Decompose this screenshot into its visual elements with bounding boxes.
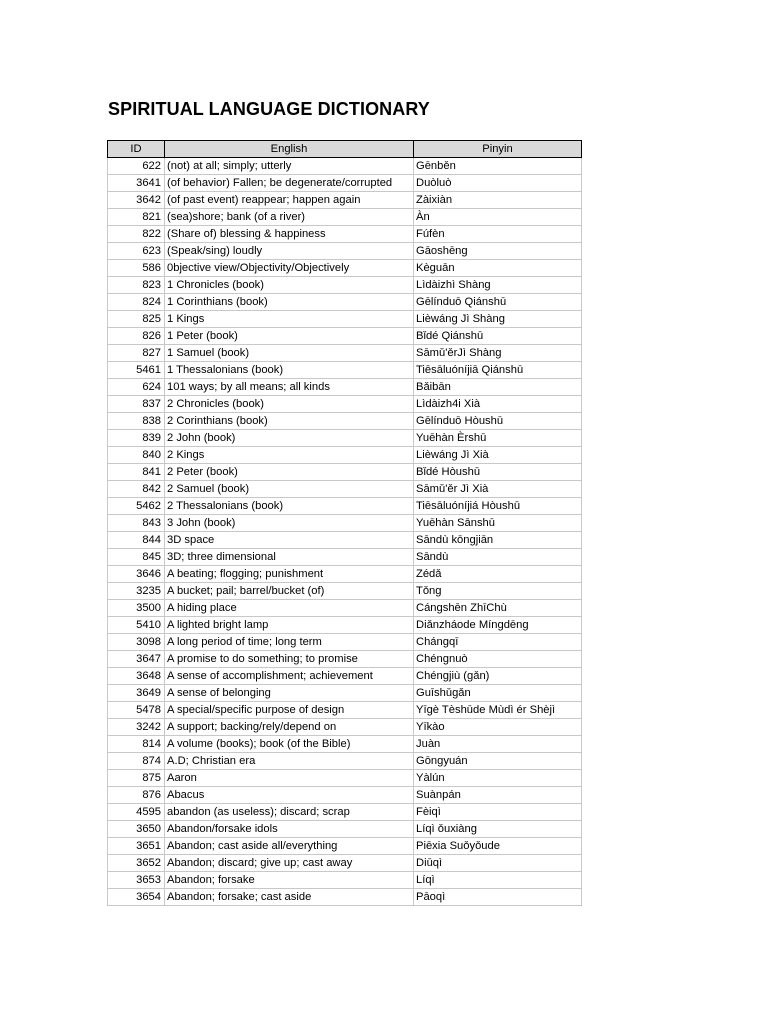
id-cell: 586 (108, 260, 165, 277)
english-cell: 1 Corinthians (book) (165, 294, 414, 311)
english-cell: Abandon; discard; give up; cast away (165, 855, 414, 872)
id-cell: 5462 (108, 498, 165, 515)
pinyin-cell: Tǒng (414, 583, 582, 600)
table-row (108, 379, 582, 396)
id-cell: 843 (108, 515, 165, 532)
english-cell: 1 Peter (book) (165, 328, 414, 345)
english-cell: Abandon; forsake; cast aside (165, 889, 414, 906)
table-row (108, 668, 582, 685)
column-header-english: English (165, 141, 414, 158)
english-cell: 3D; three dimensional (165, 549, 414, 566)
table-row (108, 634, 582, 651)
english-cell: 1 Kings (165, 311, 414, 328)
table-row (108, 430, 582, 447)
id-cell: 3648 (108, 668, 165, 685)
english-cell: Abandon; cast aside all/everything (165, 838, 414, 855)
table-row (108, 685, 582, 702)
pinyin-cell: Diūqì (414, 855, 582, 872)
table-body (108, 158, 582, 906)
id-cell: 821 (108, 209, 165, 226)
id-cell: 3642 (108, 192, 165, 209)
table-row (108, 413, 582, 430)
pinyin-cell: Diǎnzháode Míngdēng (414, 617, 582, 634)
id-cell: 3500 (108, 600, 165, 617)
english-cell: A.D; Christian era (165, 753, 414, 770)
table-row (108, 260, 582, 277)
table-row (108, 804, 582, 821)
id-cell: 624 (108, 379, 165, 396)
id-cell: 814 (108, 736, 165, 753)
table-row (108, 583, 582, 600)
id-cell: 837 (108, 396, 165, 413)
pinyin-cell: Cángshēn ZhīChù (414, 600, 582, 617)
english-cell: (Speak/sing) loudly (165, 243, 414, 260)
table-row (108, 838, 582, 855)
pinyin-cell: Sāmǔ'ěr Jì Xià (414, 481, 582, 498)
pinyin-cell: Yuēhàn Sānshū (414, 515, 582, 532)
table-row (108, 617, 582, 634)
english-cell: A lighted bright lamp (165, 617, 414, 634)
column-header-pinyin: Pinyin (414, 141, 582, 158)
table-row (108, 566, 582, 583)
english-cell: Abandon/forsake idols (165, 821, 414, 838)
english-cell: (of behavior) Fallen; be degenerate/corrupted (165, 175, 414, 192)
pinyin-cell: Lìdàizh4i Xià (414, 396, 582, 413)
english-cell: 2 John (book) (165, 430, 414, 447)
english-cell: A sense of belonging (165, 685, 414, 702)
table-row (108, 243, 582, 260)
pinyin-cell: Duòluò (414, 175, 582, 192)
id-cell: 3098 (108, 634, 165, 651)
pinyin-cell: Gēlínduō Qiánshū (414, 294, 582, 311)
column-header-id: ID (108, 141, 165, 158)
pinyin-cell: Yīkào (414, 719, 582, 736)
table-row (108, 770, 582, 787)
english-cell: A promise to do something; to promise (165, 651, 414, 668)
english-cell: 2 Chronicles (book) (165, 396, 414, 413)
pinyin-cell: Chéngjiù (gǎn) (414, 668, 582, 685)
table-row (108, 549, 582, 566)
id-cell: 5410 (108, 617, 165, 634)
table-row (108, 821, 582, 838)
table-row (108, 702, 582, 719)
pinyin-cell: Pāoqì (414, 889, 582, 906)
pinyin-cell: Sāndù (414, 549, 582, 566)
id-cell: 4595 (108, 804, 165, 821)
id-cell: 841 (108, 464, 165, 481)
table-row (108, 872, 582, 889)
pinyin-cell: Piēxia Suǒyǒude (414, 838, 582, 855)
pinyin-cell: Chángqī (414, 634, 582, 651)
table-row (108, 175, 582, 192)
english-cell: A beating; flogging; punishment (165, 566, 414, 583)
english-cell: (of past event) reappear; happen again (165, 192, 414, 209)
table-row (108, 464, 582, 481)
pinyin-cell: Gēlínduō Hòushū (414, 413, 582, 430)
pinyin-cell: Bǐdé Hòushū (414, 464, 582, 481)
table-row (108, 328, 582, 345)
pinyin-cell: Chéngnuò (414, 651, 582, 668)
english-cell: A volume (books); book (of the Bible) (165, 736, 414, 753)
pinyin-cell: Lièwáng Jì Shàng (414, 311, 582, 328)
pinyin-cell: Yuēhàn Èrshū (414, 430, 582, 447)
english-cell: A long period of time; long term (165, 634, 414, 651)
pinyin-cell: Líqì (414, 872, 582, 889)
table-row (108, 787, 582, 804)
id-cell: 824 (108, 294, 165, 311)
id-cell: 839 (108, 430, 165, 447)
pinyin-cell: Zédǎ (414, 566, 582, 583)
table-row (108, 515, 582, 532)
pinyin-cell: Líqì ǒuxiàng (414, 821, 582, 838)
pinyin-cell: Juàn (414, 736, 582, 753)
pinyin-cell: Lìdàizhì Shàng (414, 277, 582, 294)
id-cell: 840 (108, 447, 165, 464)
table-row (108, 719, 582, 736)
id-cell: 3647 (108, 651, 165, 668)
table-row (108, 855, 582, 872)
id-cell: 3654 (108, 889, 165, 906)
id-cell: 3650 (108, 821, 165, 838)
pinyin-cell: Tiēsāluóníjiá Hòushū (414, 498, 582, 515)
id-cell: 3235 (108, 583, 165, 600)
english-cell: 0bjective view/Objectivity/Objectively (165, 260, 414, 277)
document-title: SPIRITUAL LANGUAGE DICTIONARY (108, 99, 430, 119)
table-row (108, 396, 582, 413)
table-row (108, 158, 582, 175)
table-row (108, 600, 582, 617)
pinyin-cell: Gēnběn (414, 158, 582, 175)
english-cell: abandon (as useless); discard; scrap (165, 804, 414, 821)
english-cell: 2 Peter (book) (165, 464, 414, 481)
pinyin-cell: Bǎibān (414, 379, 582, 396)
table-row (108, 498, 582, 515)
table-row (108, 277, 582, 294)
id-cell: 3653 (108, 872, 165, 889)
table-row (108, 362, 582, 379)
english-cell: 2 Kings (165, 447, 414, 464)
table-row (108, 753, 582, 770)
english-cell: 1 Chronicles (book) (165, 277, 414, 294)
pinyin-cell: Gāoshēng (414, 243, 582, 260)
id-cell: 822 (108, 226, 165, 243)
dictionary-table (107, 140, 582, 906)
pinyin-cell: Sāndù kōngjiān (414, 532, 582, 549)
pinyin-cell: Kèguān (414, 260, 582, 277)
english-cell: (Share of) blessing & happiness (165, 226, 414, 243)
id-cell: 827 (108, 345, 165, 362)
table-row (108, 345, 582, 362)
english-cell: 3 John (book) (165, 515, 414, 532)
pinyin-cell: Bǐdé Qiánshū (414, 328, 582, 345)
table-row (108, 532, 582, 549)
english-cell: 1 Samuel (book) (165, 345, 414, 362)
id-cell: 874 (108, 753, 165, 770)
english-cell: A sense of accomplishment; achievement (165, 668, 414, 685)
table-row (108, 311, 582, 328)
pinyin-cell: Yàlún (414, 770, 582, 787)
pinyin-cell: Tiēsāluóníjiā Qiánshū (414, 362, 582, 379)
table-header-row (108, 141, 582, 158)
id-cell: 844 (108, 532, 165, 549)
id-cell: 3641 (108, 175, 165, 192)
english-cell: 101 ways; by all means; all kinds (165, 379, 414, 396)
english-cell: 2 Samuel (book) (165, 481, 414, 498)
pinyin-cell: Suànpán (414, 787, 582, 804)
table-row (108, 651, 582, 668)
id-cell: 5461 (108, 362, 165, 379)
english-cell: 2 Corinthians (book) (165, 413, 414, 430)
id-cell: 875 (108, 770, 165, 787)
english-cell: (not) at all; simply; utterly (165, 158, 414, 175)
id-cell: 623 (108, 243, 165, 260)
pinyin-cell: Yīgè Tèshūde Mùdì ér Shèjì (414, 702, 582, 719)
id-cell: 3649 (108, 685, 165, 702)
pinyin-cell: Lièwáng Jì Xià (414, 447, 582, 464)
pinyin-cell: Gōngyuán (414, 753, 582, 770)
english-cell: Aaron (165, 770, 414, 787)
pinyin-cell: Fèiqì (414, 804, 582, 821)
table-row (108, 294, 582, 311)
table-row (108, 226, 582, 243)
english-cell: 2 Thessalonians (book) (165, 498, 414, 515)
table-row (108, 192, 582, 209)
english-cell: A support; backing/rely/depend on (165, 719, 414, 736)
table-row (108, 447, 582, 464)
english-cell: Abacus (165, 787, 414, 804)
id-cell: 823 (108, 277, 165, 294)
english-cell: A special/specific purpose of design (165, 702, 414, 719)
english-cell: 3D space (165, 532, 414, 549)
english-cell: A hiding place (165, 600, 414, 617)
id-cell: 3651 (108, 838, 165, 855)
id-cell: 3646 (108, 566, 165, 583)
pinyin-cell: Zàixiàn (414, 192, 582, 209)
id-cell: 825 (108, 311, 165, 328)
id-cell: 838 (108, 413, 165, 430)
id-cell: 5478 (108, 702, 165, 719)
pinyin-cell: Àn (414, 209, 582, 226)
pinyin-cell: Fúfèn (414, 226, 582, 243)
pinyin-cell: Sāmǔ'ěrJì Shàng (414, 345, 582, 362)
english-cell: (sea)shore; bank (of a river) (165, 209, 414, 226)
english-cell: A bucket; pail; barrel/bucket (of) (165, 583, 414, 600)
table-row (108, 481, 582, 498)
id-cell: 3242 (108, 719, 165, 736)
table-row (108, 889, 582, 906)
id-cell: 826 (108, 328, 165, 345)
id-cell: 842 (108, 481, 165, 498)
id-cell: 622 (108, 158, 165, 175)
id-cell: 3652 (108, 855, 165, 872)
id-cell: 876 (108, 787, 165, 804)
table-row (108, 736, 582, 753)
id-cell: 845 (108, 549, 165, 566)
english-cell: 1 Thessalonians (book) (165, 362, 414, 379)
pinyin-cell: Guīshǔgǎn (414, 685, 582, 702)
table-row (108, 209, 582, 226)
english-cell: Abandon; forsake (165, 872, 414, 889)
